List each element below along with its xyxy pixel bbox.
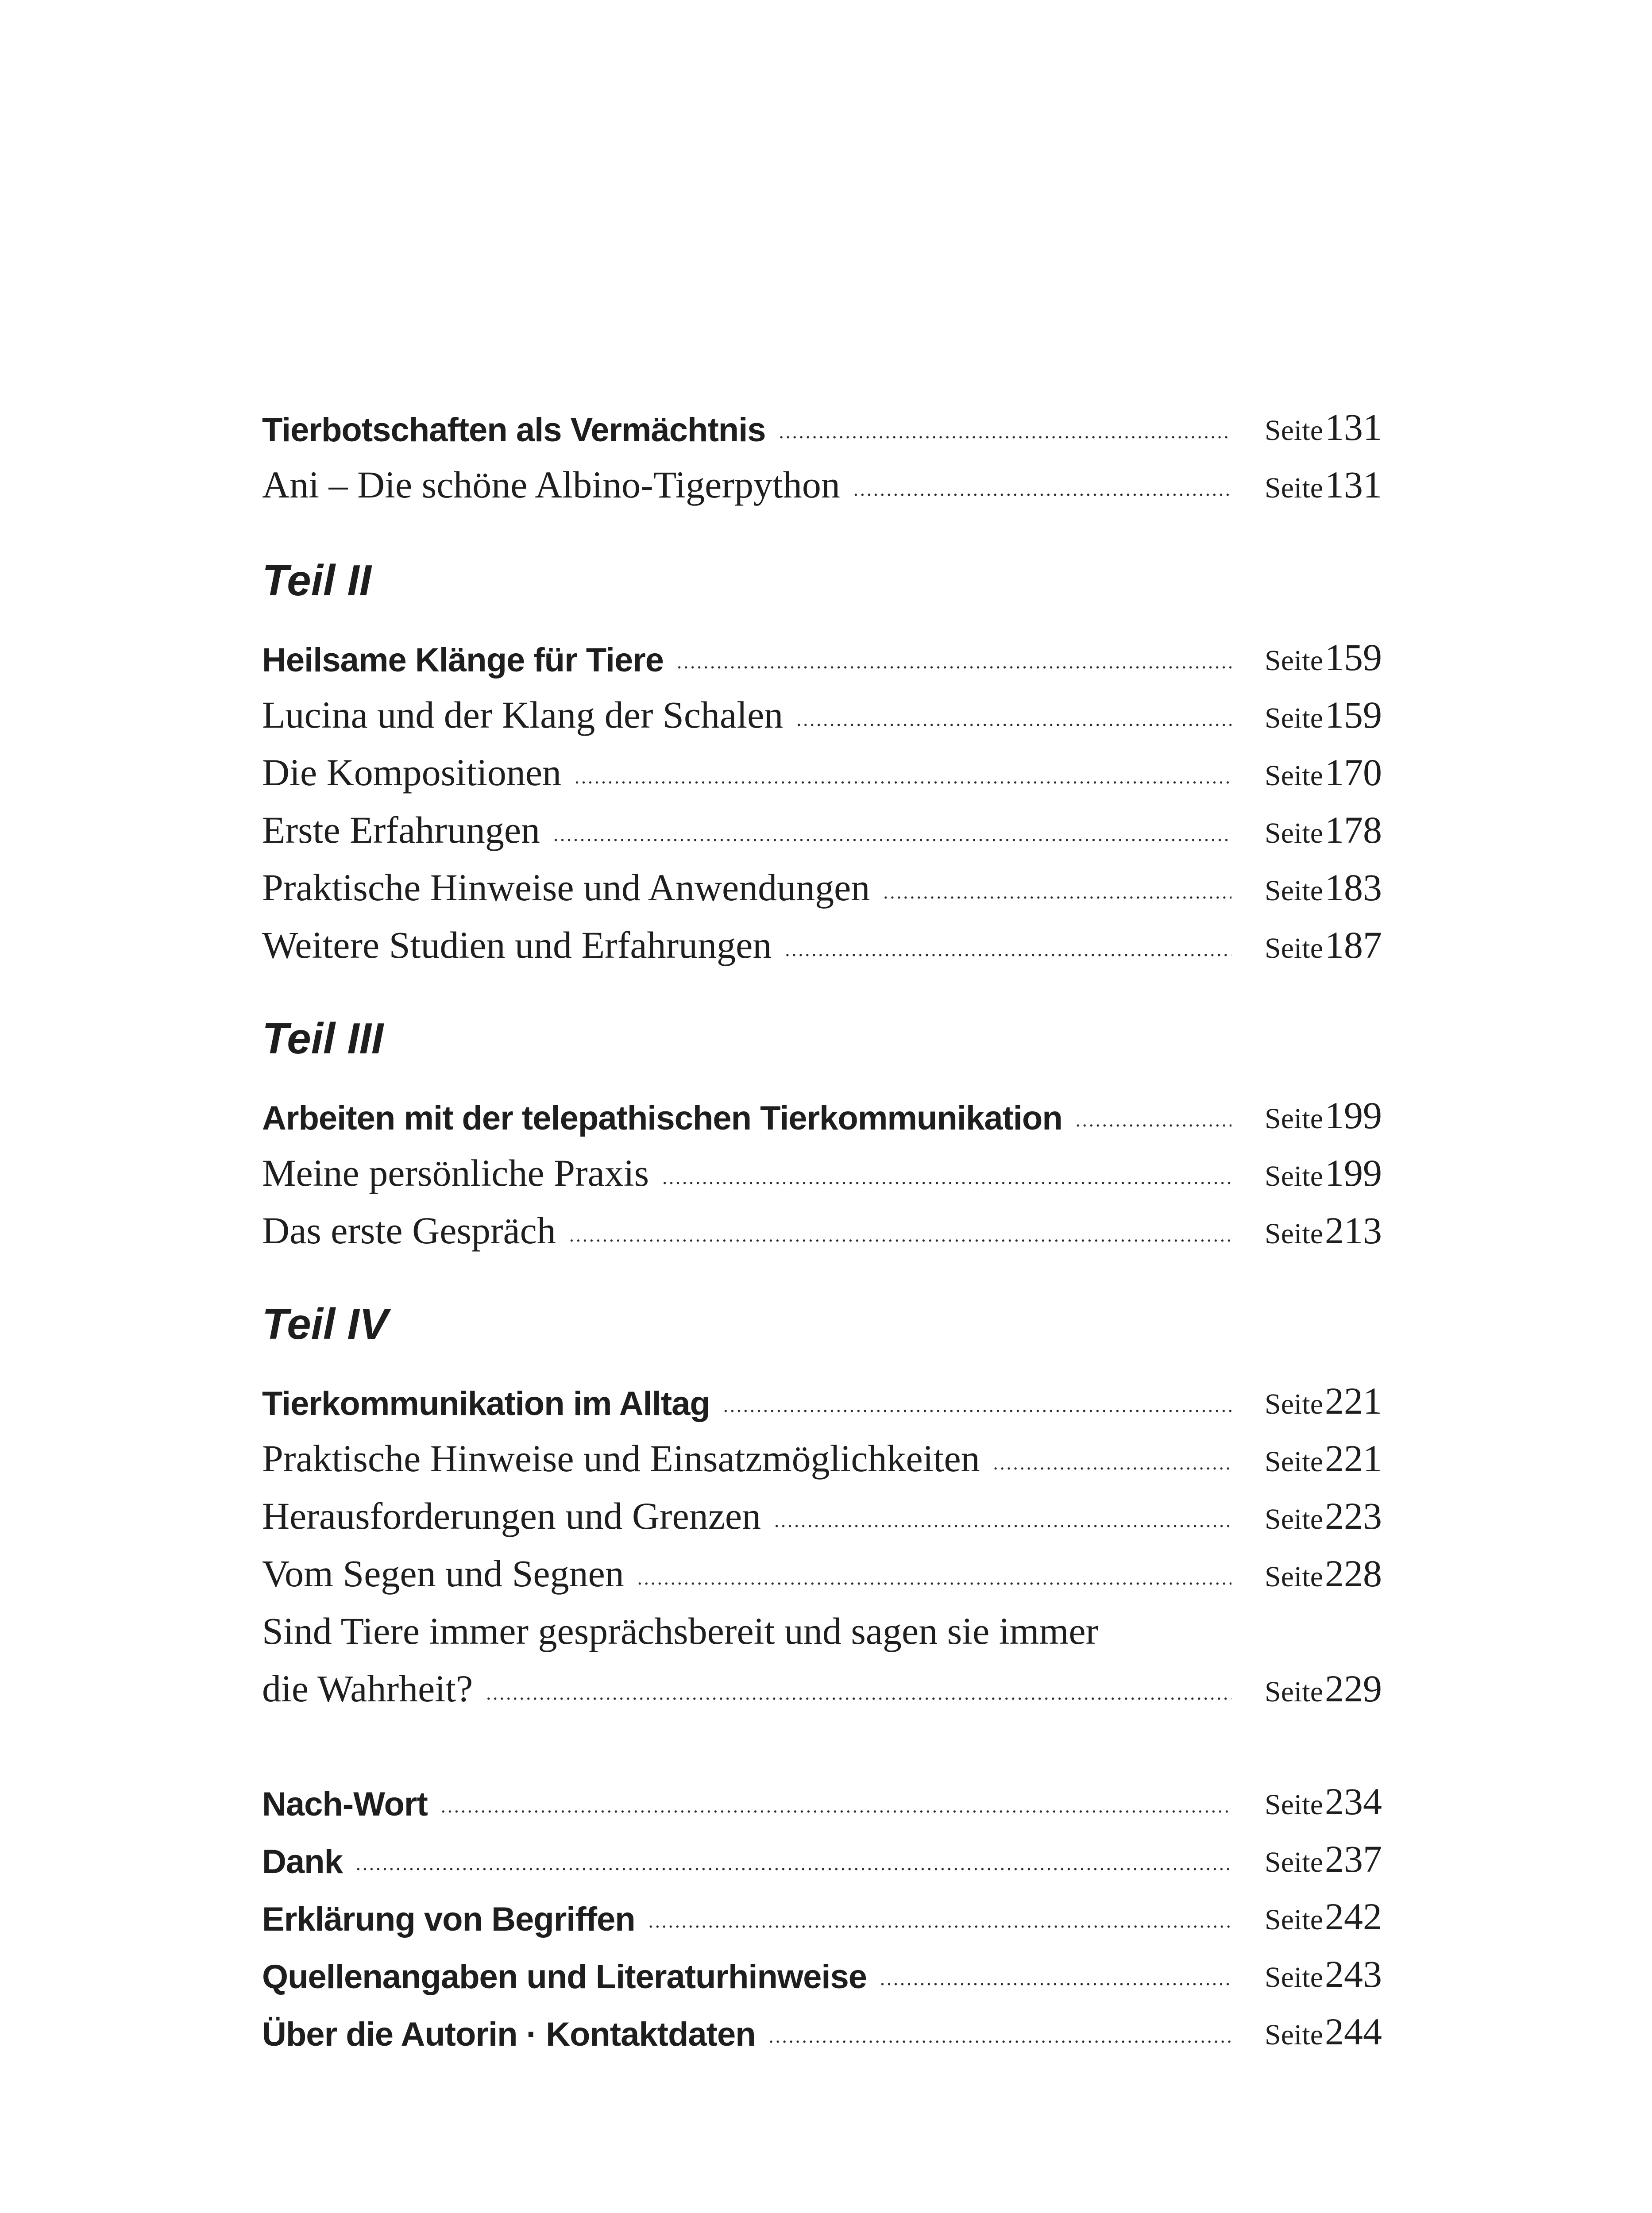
toc-entry[interactable] bbox=[262, 794, 1382, 852]
toc-entry-title: Vom Segen und Segnen bbox=[262, 1552, 624, 1595]
toc-entry[interactable] bbox=[262, 1137, 1382, 1195]
page-label: Seite bbox=[1265, 1103, 1323, 1135]
part-heading: Teil III bbox=[262, 1014, 384, 1063]
dot-leader bbox=[662, 1166, 1231, 1195]
dot-leader bbox=[993, 1452, 1231, 1480]
dot-leader bbox=[486, 1682, 1231, 1711]
toc-entry[interactable] bbox=[262, 1195, 1382, 1253]
toc-entry[interactable] bbox=[262, 1881, 1382, 1939]
page-label: Seite bbox=[1265, 1561, 1323, 1593]
toc-entry-title: Lucina und der Klang der Schalen bbox=[262, 694, 784, 736]
toc-entry[interactable] bbox=[262, 910, 1382, 967]
page-label: Seite bbox=[1265, 1676, 1323, 1708]
page-number: 234 bbox=[1325, 1780, 1382, 1823]
toc-entry-title: Weitere Studien und Erfahrungen bbox=[262, 924, 772, 966]
page-number: 178 bbox=[1325, 809, 1382, 851]
part-heading: Teil II bbox=[262, 556, 371, 605]
page-number: 221 bbox=[1325, 1380, 1382, 1422]
toc-entry[interactable] bbox=[262, 1480, 1382, 1538]
page-label: Seite bbox=[1265, 1388, 1323, 1420]
dot-leader bbox=[796, 708, 1231, 737]
page-number: 242 bbox=[1325, 1895, 1382, 1938]
page-number: 221 bbox=[1325, 1437, 1382, 1480]
page-number: 223 bbox=[1325, 1495, 1382, 1537]
dot-leader bbox=[441, 1795, 1231, 1824]
toc-entry-page bbox=[1231, 923, 1382, 967]
toc-entry[interactable] bbox=[262, 1824, 1382, 1881]
page-label: Seite bbox=[1265, 1846, 1323, 1878]
toc-entry[interactable] bbox=[262, 622, 1382, 679]
dot-leader bbox=[769, 2025, 1231, 2054]
toc-entry-title: Quellenangaben und Literaturhinweise bbox=[262, 1958, 867, 1996]
dot-leader bbox=[553, 823, 1231, 852]
toc-entry-page bbox=[1231, 1379, 1382, 1423]
page-number: 237 bbox=[1325, 1838, 1382, 1880]
toc-entry-page bbox=[1231, 1151, 1382, 1195]
toc-entry[interactable] bbox=[262, 1996, 1382, 2054]
toc-entry-title: Praktische Hinweise und Anwendungen bbox=[262, 866, 870, 909]
toc-entry-title: Über die Autorin · Kontaktdaten bbox=[262, 2016, 756, 2053]
toc-entry-page bbox=[1231, 463, 1382, 507]
page-label: Seite bbox=[1265, 644, 1323, 677]
dot-leader bbox=[648, 1910, 1231, 1939]
toc-entry-title: Das erste Gespräch bbox=[262, 1209, 556, 1252]
toc-entry-page bbox=[1231, 1494, 1382, 1538]
toc-entry-page bbox=[1231, 1551, 1382, 1596]
page-number: 199 bbox=[1325, 1152, 1382, 1194]
dot-leader bbox=[883, 881, 1231, 910]
page-number: 229 bbox=[1325, 1667, 1382, 1710]
toc-entry-page bbox=[1231, 1837, 1382, 1881]
part-heading: Teil IV bbox=[262, 1299, 389, 1348]
toc-entry-title: Ani – Die schöne Albino-Tigerpython bbox=[262, 463, 840, 506]
toc-entry-page bbox=[1231, 1666, 1382, 1711]
page-label: Seite bbox=[1265, 1961, 1323, 1993]
page-label: Seite bbox=[1265, 932, 1323, 964]
page-label: Seite bbox=[1265, 1789, 1323, 1821]
toc-entry-page bbox=[1231, 1093, 1382, 1137]
toc-entry-page bbox=[1231, 1779, 1382, 1824]
dot-leader bbox=[356, 1852, 1231, 1881]
page-label: Seite bbox=[1265, 472, 1323, 504]
page-label: Seite bbox=[1265, 1218, 1323, 1250]
dot-leader bbox=[880, 1967, 1231, 1996]
toc-entry[interactable] bbox=[262, 852, 1382, 910]
toc-entry[interactable] bbox=[262, 392, 1382, 449]
toc-entry-title: Tierkommunikation im Alltag bbox=[262, 1385, 710, 1423]
toc-entry[interactable] bbox=[262, 1080, 1382, 1137]
toc-entry-title: Nach-Wort bbox=[262, 1785, 428, 1823]
page-number: 243 bbox=[1325, 1953, 1382, 1995]
toc-entry-page bbox=[1231, 1952, 1382, 1996]
page-label: Seite bbox=[1265, 702, 1323, 734]
toc-entry-title: Meine persönliche Praxis bbox=[262, 1152, 649, 1194]
toc-entry[interactable] bbox=[262, 1653, 1382, 1711]
dot-leader bbox=[785, 938, 1231, 967]
page-number: 131 bbox=[1325, 463, 1382, 506]
dot-leader bbox=[637, 1567, 1231, 1596]
page-number: 213 bbox=[1325, 1209, 1382, 1252]
toc-entry[interactable] bbox=[262, 1423, 1382, 1480]
toc-entry-page bbox=[1231, 693, 1382, 737]
page-label: Seite bbox=[1265, 1904, 1323, 1936]
toc-entry[interactable] bbox=[262, 1939, 1382, 1996]
page-label: Seite bbox=[1265, 817, 1323, 849]
page-number: 170 bbox=[1325, 751, 1382, 794]
toc-entry-page bbox=[1231, 865, 1382, 910]
dot-leader bbox=[575, 766, 1231, 794]
toc-entry-page bbox=[1231, 1436, 1382, 1480]
dot-leader bbox=[677, 651, 1231, 679]
page-number: 187 bbox=[1325, 924, 1382, 966]
toc-entry[interactable] bbox=[262, 679, 1382, 737]
toc-entry-title: Die Kompositionen bbox=[262, 751, 561, 794]
page-number: 228 bbox=[1325, 1552, 1382, 1595]
dot-leader bbox=[779, 420, 1231, 449]
toc-entry-title: die Wahrheit? bbox=[262, 1667, 473, 1710]
page-label: Seite bbox=[1265, 1160, 1323, 1192]
toc-entry-page bbox=[1231, 405, 1382, 449]
toc-entry-page bbox=[1231, 2009, 1382, 2054]
page-number: 159 bbox=[1325, 636, 1382, 679]
dot-leader bbox=[1076, 1109, 1231, 1137]
dot-leader bbox=[723, 1394, 1231, 1423]
toc-entry-page bbox=[1231, 1208, 1382, 1253]
toc-entry-title: Tierbotschaften als Vermächtnis bbox=[262, 411, 766, 449]
dot-leader bbox=[569, 1224, 1231, 1253]
toc-entry-page bbox=[1231, 808, 1382, 852]
toc-entry[interactable] bbox=[262, 1538, 1382, 1596]
page-number: 183 bbox=[1325, 866, 1382, 909]
dot-leader bbox=[853, 478, 1231, 507]
toc-entry[interactable] bbox=[262, 1766, 1382, 1824]
toc-entry-title: Arbeiten mit der telepathischen Tierkommunikation bbox=[262, 1099, 1062, 1137]
toc-entry-page bbox=[1231, 1894, 1382, 1939]
toc-entry-title: Heilsame Klänge für Tiere bbox=[262, 641, 664, 679]
toc-entry-page bbox=[1231, 635, 1382, 679]
toc-entry-title-line: Sind Tiere immer gesprächsbereit und sagen sie immer bbox=[262, 1610, 1099, 1652]
page-label: Seite bbox=[1265, 1446, 1323, 1478]
toc-entry-title: Dank bbox=[262, 1843, 343, 1881]
toc-entry-title: Herausforderungen und Grenzen bbox=[262, 1495, 761, 1537]
page-label: Seite bbox=[1265, 1503, 1323, 1535]
toc-entry[interactable] bbox=[262, 1365, 1382, 1423]
toc-entry-title: Erklärung von Begriffen bbox=[262, 1901, 635, 1938]
page-label: Seite bbox=[1265, 2019, 1323, 2051]
toc-entry-title: Praktische Hinweise und Einsatzmöglichkeiten bbox=[262, 1437, 980, 1480]
page-number: 159 bbox=[1325, 694, 1382, 736]
page-number: 244 bbox=[1325, 2010, 1382, 2053]
page-label: Seite bbox=[1265, 414, 1323, 447]
page-number: 199 bbox=[1325, 1094, 1382, 1137]
toc-entry-title: Erste Erfahrungen bbox=[262, 809, 540, 851]
toc-entry-page bbox=[1231, 750, 1382, 794]
page-label: Seite bbox=[1265, 875, 1323, 907]
page-label: Seite bbox=[1265, 760, 1323, 792]
page-number: 131 bbox=[1325, 406, 1382, 448]
dot-leader bbox=[774, 1509, 1231, 1538]
toc-entry[interactable] bbox=[262, 737, 1382, 794]
toc-entry[interactable] bbox=[262, 449, 1382, 507]
